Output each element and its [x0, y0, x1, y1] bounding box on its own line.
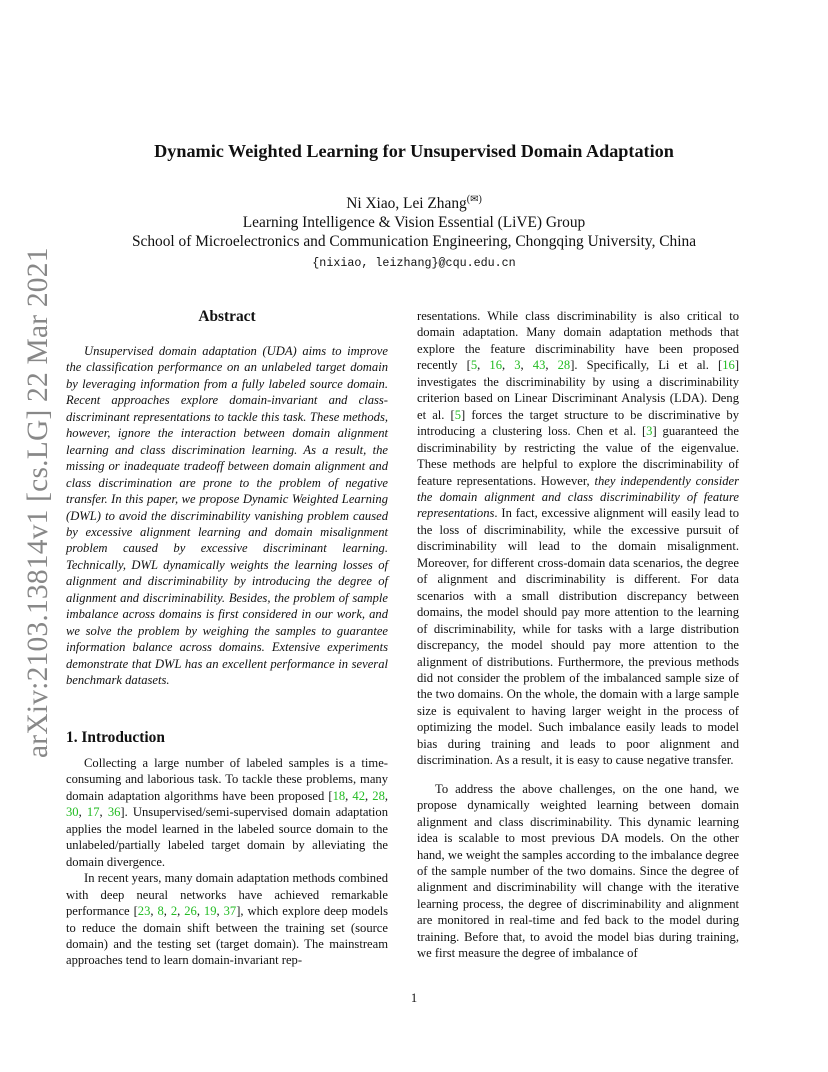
citation-link[interactable]: 43	[532, 358, 546, 373]
citation-link[interactable]: 23	[137, 904, 151, 919]
author-line	[0, 194, 828, 213]
intro-paragraph-1: Collecting a large number of labeled samples is a time-consuming and laborious task. To tackle these problems, many domain adaptation algorithms have been proposed [18, 42, 28, 30, 17, 36]. Unsupervised/semi-supervised domain adaptation applies the model learned in the labeled source domain to the unlabeled/partially labeled target domain by alleviating the domain divergence.	[66, 756, 389, 869]
emphasized-text: they independently consider the domain alignment and class discriminability of feature representations	[417, 473, 739, 521]
abstract-heading: Abstract	[198, 308, 256, 325]
arxiv-identifier: arXiv:2103.13814v1 [cs.LG] 22 Mar 2021	[22, 247, 54, 758]
citation-link[interactable]: 30	[66, 805, 79, 820]
citation-link[interactable]: 36	[107, 805, 121, 820]
citation-link[interactable]: 28	[557, 358, 571, 373]
right-paragraph-2: To address the above challenges, on the one hand, we propose dynamically weighted learning between domain alignment and class discriminability. This dynamic learning idea is scalable to most previous DA models. On the other hand, we weight the samples according to the imbalance degree of the sample number of the two domains. Since the degree of alignment and discriminability will change with the iterative learning process, the degree of discriminability and alignment are monitored in real-time and fed back to the model during training. Before that, to avoid the model bias during training, we first measure the degree of imbalance of	[417, 781, 739, 961]
citation-link[interactable]: 42	[352, 788, 366, 803]
citation-link[interactable]: 28	[372, 788, 385, 803]
citation-link[interactable]: 5	[470, 358, 478, 373]
affiliation-group: Learning Intelligence & Vision Essential (LiVE) Group	[242, 214, 586, 231]
citation-link[interactable]: 3	[646, 424, 653, 439]
citation-link[interactable]: 19	[203, 904, 217, 919]
intro-paragraph-2: In recent years, many domain adaptation methods combined with deep neural networks have achieved remarkable performance [23, 8, 2, 26, 19, 37], which explore deep models to reduce the domain shift between the training set (source domain) and the testing set (target domain). The mainstream approaches tend to learn domain-invariant rep-	[66, 871, 389, 968]
citation-link[interactable]: 16	[722, 358, 735, 373]
citation-link[interactable]: 8	[157, 904, 164, 919]
citation-link[interactable]: 17	[86, 805, 100, 820]
citation-link[interactable]: 18	[332, 788, 346, 803]
right-paragraph-1: resentations. While class discriminability is also critical to domain adaptation. Many domain adaptation methods that explore the feature discriminability have been proposed recently [5, 16, 3, 43, 28]. Specifically, Li et al. [16] investigates the discriminability by using a discriminability criterion based on Linear Discriminant Analysis (LDA). Deng et al. [5] forces the target structure to be discriminative by introducing a clustering loss. Chen et al. [3] guaranteed the discriminability by restricting the value of the eigenvalue. These methods are helpful to explore the discriminability of feature representations. However, they independently consider the domain alignment and class discriminability of feature representations. In fact, excessive alignment will easily lead to the loss of discriminability, while the excessive pursuit of discriminability will lead to the domain misalignment. Moreover, for different cross-domain data scenarios, the degree of alignment and discriminability is different. For data scenarios with a small distribution discrepancy between domains, the model should pay more attention to the learning of discriminability, while for tasks with a large distribution discrepancy, the model should pay more attention to the alignment of distributions. Furthermore, the previous methods did not consider the problem of the imbalanced sample size of the two domains. On the whole, the domain with a large sample size is equivalent to having larger weight in the process of optimizing the model. Such imbalance easily leads to model bias during training and leads to poor alignment and discrimination. As a result, it is easy to cause negative transfer.	[417, 309, 740, 768]
abstract-text: Unsupervised domain adaptation (UDA) aims to improve the classification performance on an unlabeled target domain by leveraging information from a fully labeled source domain. Recent approaches explore domain-invariant and class-discriminant representations to tackle this task. These methods, however, ignore the interaction between domain alignment learning and class discrimination learning. As a result, the missing or inadequate tradeoff between domain alignment and class discrimination are prone to the problem of negative transfer. In this paper, we propose Dynamic Weighted Learning (DWL) to avoid the discriminability vanishing problem caused by excessive alignment learning and domain misalignment problem caused by excessive discriminant learning. Technically, DWL dynamically weights the learning losses of alignment and discriminability by introducing the degree of alignment and discriminability. Besides, the problem of sample imbalance across domains is first considered in our work, and we solve the problem by weighing the samples to guarantee information balance across domains. Extensive experiments demonstrate that DWL has an excellent performance in several benchmark datasets.	[66, 344, 388, 688]
introduction-heading: 1. Introduction	[66, 729, 165, 746]
citation-link[interactable]: 5	[454, 407, 462, 422]
page-number: 1	[410, 991, 418, 1005]
introduction-body	[66, 755, 388, 969]
citation-link[interactable]: 3	[514, 358, 521, 373]
corresponding-author-mark: (✉)	[466, 194, 482, 205]
paper-title: Dynamic Weighted Learning for Unsupervised Domain Adaptation	[154, 141, 674, 161]
citation-link[interactable]: 37	[223, 904, 237, 919]
citation-link[interactable]: 16	[489, 358, 502, 373]
citation-link[interactable]: 26	[184, 904, 197, 919]
author-email: {nixiao, leizhang}@cqu.edu.cn	[312, 256, 516, 270]
affiliation-school: School of Microelectronics and Communication Engineering, Chongqing University, China	[131, 233, 697, 250]
right-column-body	[417, 308, 739, 962]
citation-link[interactable]: 2	[170, 904, 178, 919]
author-names: Ni Xiao, Lei Zhang	[346, 195, 467, 212]
